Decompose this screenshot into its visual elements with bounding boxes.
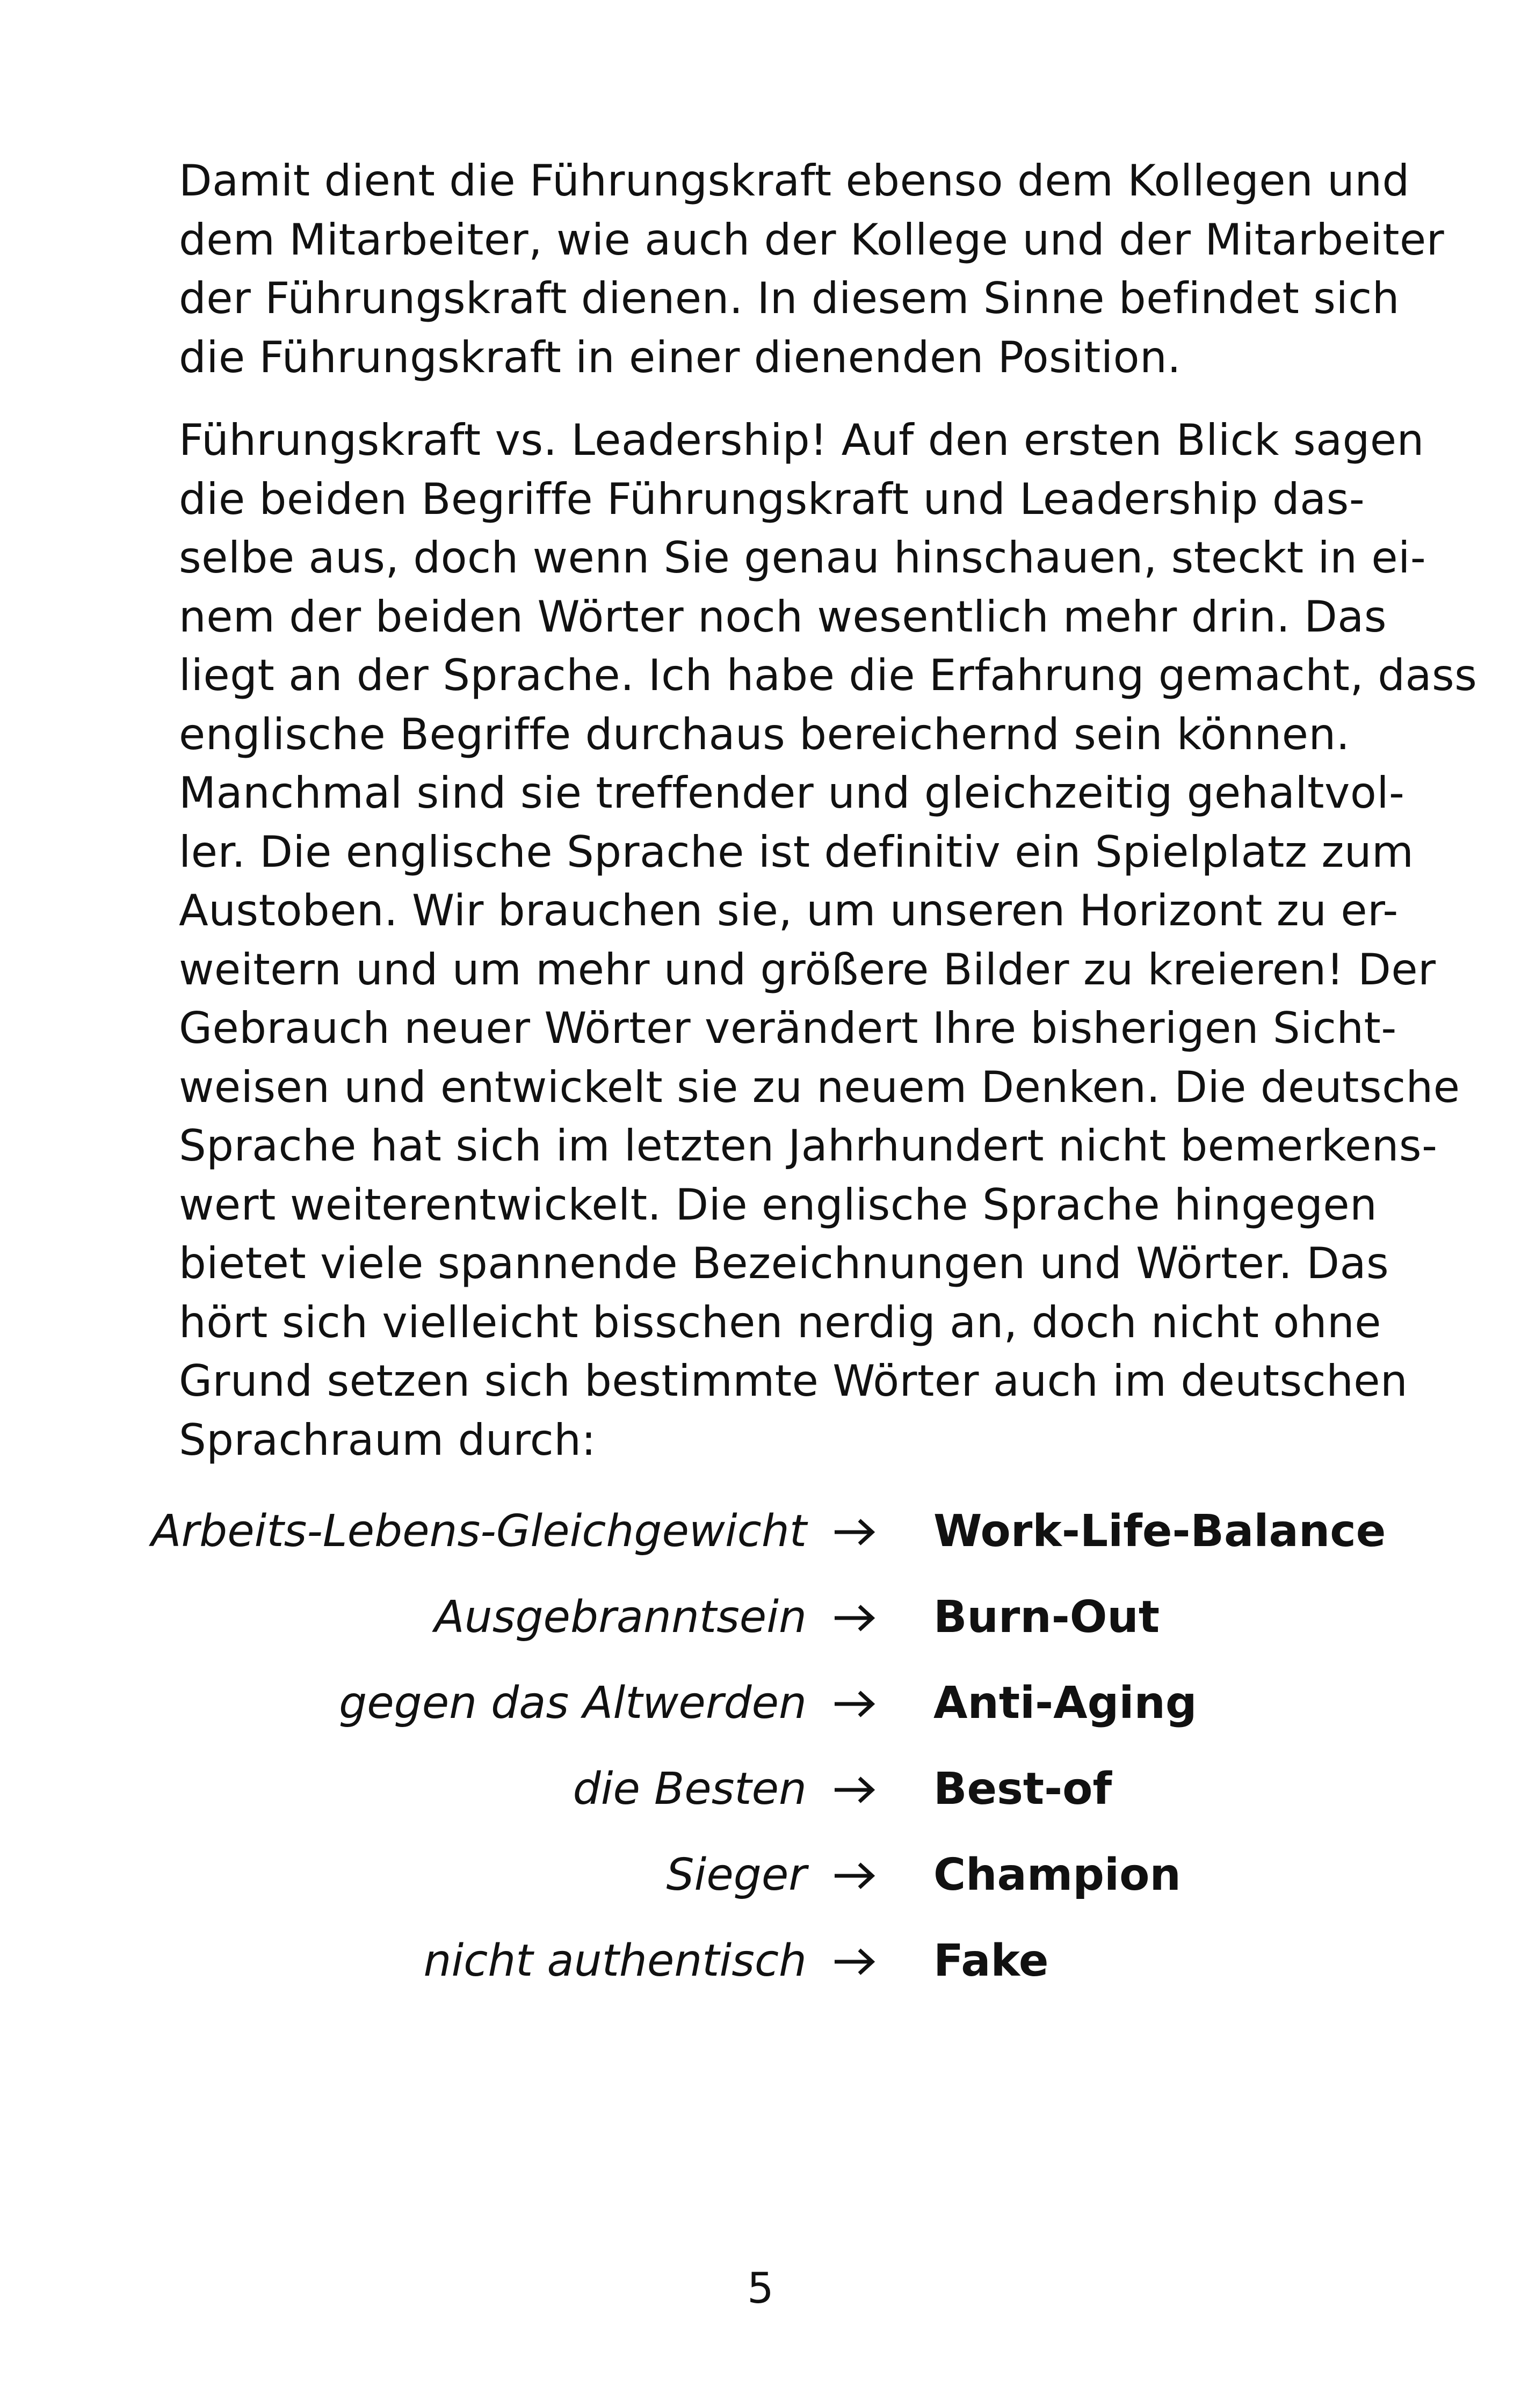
text-line: Führungskraft vs. Leadership! Auf den ersten Blick sagen (179, 415, 1424, 465)
arrow-right-icon (832, 1775, 877, 1804)
text-line: Grund setzen sich bestimmte Wörter auch im deutschen (179, 1356, 1408, 1406)
german-term: nicht authentisch (423, 1935, 807, 1986)
german-term: Arbeits-Lebens-Gleichgewicht (151, 1506, 807, 1557)
text-line: die Führungskraft in einer dienenden Position. (179, 332, 1182, 382)
text-line: englische Begriffe durchaus bereichernd sein können. (179, 709, 1350, 759)
english-term: Work-Life-Balance (933, 1506, 1386, 1557)
english-term: Fake (933, 1935, 1049, 1986)
text-line: ler. Die englische Sprache ist definitiv ein Spielplatz zum (179, 826, 1414, 877)
text-line: Manchmal sind sie treffender und gleichzeitig gehaltvol- (179, 768, 1405, 818)
english-term: Anti-Aging (933, 1678, 1197, 1729)
paragraph-2 (179, 411, 1477, 1469)
text-line: Austoben. Wir brauchen sie, um unseren Horizont zu er- (179, 886, 1399, 935)
arrow-right-icon (832, 1689, 877, 1718)
term-row (0, 1848, 1521, 1902)
text-line: wert weiterentwickelt. Die englische Sprache hingegen (179, 1179, 1378, 1230)
paragraph-1 (179, 151, 1445, 387)
arrow-right-icon (832, 1604, 877, 1633)
text-line: Sprachraum durch: (179, 1415, 596, 1465)
term-row (0, 1677, 1521, 1730)
text-line: hört sich vielleicht bisschen nerdig an, doch nicht ohne (179, 1297, 1381, 1347)
text-line: weisen und entwickelt sie zu neuem Denken. Die deutsche (179, 1062, 1460, 1112)
german-term: gegen das Altwerden (339, 1678, 807, 1729)
arrow-right-icon (832, 1518, 877, 1547)
english-term: Champion (933, 1849, 1181, 1901)
term-row (0, 1934, 1521, 1988)
term-row (0, 1591, 1521, 1644)
german-term: die Besten (573, 1764, 807, 1815)
text-line: Gebrauch neuer Wörter verändert Ihre bisherigen Sicht- (179, 1003, 1397, 1053)
german-term: Ausgebranntsein (434, 1592, 807, 1643)
text-line: nem der beiden Wörter noch wesentlich mehr drin. Das (179, 591, 1387, 642)
text-line: bietet viele spannende Bezeichnungen und Wörter. Das (179, 1238, 1389, 1288)
text-line: Sprache hat sich im letzten Jahrhundert nicht bemerkens- (179, 1121, 1438, 1171)
english-term: Best-of (933, 1764, 1112, 1815)
english-term: Burn-Out (933, 1592, 1160, 1643)
text-line: dem Mitarbeiter, wie auch der Kollege und der Mitarbeiter (179, 214, 1445, 265)
text-line: liegt an der Sprache. Ich habe die Erfahrung gemacht, dass (179, 650, 1477, 700)
term-row (0, 1505, 1521, 1558)
text-line: selbe aus, doch wenn Sie genau hinschauen, steckt in ei- (179, 533, 1426, 583)
text-line: Damit dient die Führungskraft ebenso dem Kollegen und (179, 156, 1410, 206)
text-line: weitern und um mehr und größere Bilder zu kreieren! Der (179, 944, 1436, 995)
arrow-right-icon (832, 1861, 877, 1890)
arrow-right-icon (832, 1947, 877, 1976)
body-text (179, 151, 1477, 1469)
term-row (0, 1763, 1521, 1816)
text-line: die beiden Begriffe Führungskraft und Leadership das- (179, 474, 1365, 524)
page-number: 5 (747, 2265, 774, 2313)
german-term: Sieger (666, 1849, 807, 1901)
text-line: der Führungskraft dienen. In diesem Sinne befindet sich (179, 273, 1400, 323)
